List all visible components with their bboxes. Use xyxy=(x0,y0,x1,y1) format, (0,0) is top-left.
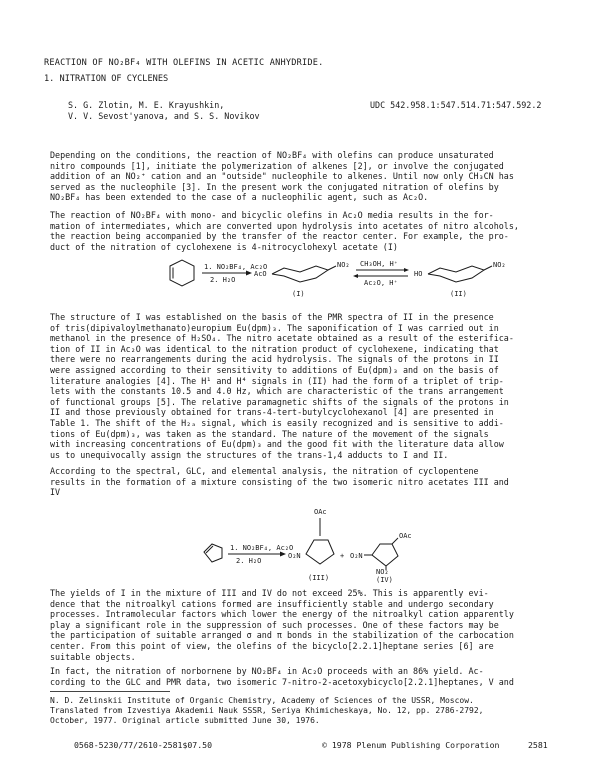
reaction-scheme-1 xyxy=(160,256,560,304)
footnote xyxy=(50,696,560,726)
text-line: In fact, the nitration of norbornene by NO₂BF₄ in Ac₂O proceeds with an 86% yield. Ac- xyxy=(50,666,484,676)
label-II: (II) xyxy=(450,290,467,298)
reaction-scheme-2 xyxy=(200,500,560,584)
text-line: were assigned according to their sensitivity to additions of Eu(dpm)₃ and on the basis of xyxy=(50,364,499,375)
text-line: mation of intermediates, which are converted upon hydrolysis into acetates of nitro alcohols, xyxy=(50,220,519,231)
text-line: The reaction of NO₂BF₄ with mono- and bicyclic olefins in Ac₂O media results in the for- xyxy=(50,210,494,220)
substituent-bond xyxy=(484,266,492,270)
text-line: the participation of suitable arranged σ and π bonds in the stabilization of the carbocation xyxy=(50,630,514,641)
text-line: The yields of I in the mixture of III and IV do not exceed 25%. This is apparently evi- xyxy=(50,588,489,598)
text-line: addition of an NO₂⁺ cation and an "outside" nucleophile to alkenes. Until now only CH₃CN has xyxy=(50,171,514,182)
substituent-bond xyxy=(392,538,398,544)
label-III: (III) xyxy=(308,574,330,582)
reverse-arrow-head xyxy=(353,274,358,278)
plus-sign: + xyxy=(340,552,345,560)
chair-ring-I xyxy=(272,266,328,282)
text-line: of functional groups [5]. The relative paramagnetic shifts of the signals of the protons in xyxy=(50,396,509,407)
paragraph-yields xyxy=(50,588,560,662)
text-line: processes. Intramolecular factors which lower the energy of the nitroalkyl cation apparently xyxy=(50,609,514,620)
text-line: with increasing concentrations of Eu(dpm)₃ and the good fit with the literature data allow xyxy=(50,439,504,450)
author-list xyxy=(68,100,368,121)
text-line: the reaction being accompanied by the transfer of the reactor center. For example, the pro- xyxy=(50,231,509,242)
substituent-bond xyxy=(328,266,336,270)
reagent-bottom: 2. H₂O xyxy=(210,276,236,284)
text-line: tions of Eu(dpm)₃, was taken as the standard. The nature of the movement of the signals xyxy=(50,428,489,439)
text-line: lets with the constants 10.5 and 4.0 Hz, which are characteristic of the trans arrangement xyxy=(50,386,504,397)
nitro-group-bottom: NO₂ xyxy=(376,568,389,576)
reagent-top: 1. NO₂BF₄, Ac₂O xyxy=(204,263,268,271)
paragraph-structure xyxy=(50,312,560,460)
footnote-divider xyxy=(50,691,170,692)
reagent-bottom: 2. H₂O xyxy=(236,557,262,565)
text-line: tion of II in Ac₂O was identical to the nitration product of cyclohexene, indicating that xyxy=(50,343,499,354)
text-line: nitro compounds [1], initiate the polymerization of alkenes [2], or involve the conjugated xyxy=(50,160,504,171)
footnote-line: October, 1977. Original article submitted June 30, 1976. xyxy=(50,716,320,725)
text-line: Depending on the conditions, the reaction of NO₂BF₄ with olefins can produce unsaturated xyxy=(50,150,494,160)
text-line: methanol in the presence of H₂SO₄. The nitro acetate obtained as a result of the esterifica- xyxy=(50,333,514,344)
cyclopentane-ring-III xyxy=(306,540,334,564)
arrow-label-top: CH₃OH, H⁺ xyxy=(360,260,398,268)
cyclopentane-ring-IV xyxy=(372,544,398,566)
reagent-top: 1. NO₂BF₄, Ac₂O xyxy=(230,544,294,552)
article-title: REACTION OF NO₂BF₄ WITH OLEFINS IN ACETIC ANHYDRIDE. xyxy=(44,58,324,68)
acetoxy-group: AcO xyxy=(254,270,267,278)
text-line: us to unequivocally assign the structures of the trans-1,4 adducts to I and II. xyxy=(50,449,449,460)
acetoxy-group-right: OAc xyxy=(399,532,412,540)
text-line: IV xyxy=(50,487,61,498)
footnote-line: Translated from Izvestiya Akademii Nauk SSSR, Seriya Khimicheskaya, No. 12, pp. 2786-2792, xyxy=(50,706,484,715)
nitro-group: O₂N xyxy=(288,552,301,560)
paragraph-norbornene xyxy=(50,666,560,687)
acetoxy-group-top: OAc xyxy=(314,508,327,516)
cyclohexene-ring xyxy=(170,260,194,286)
arrow-head xyxy=(280,552,286,557)
scheme-2-drawing xyxy=(200,500,560,584)
forward-arrow-head xyxy=(404,268,409,272)
arrow-label-bottom: Ac₂O, H⁺ xyxy=(364,279,398,287)
nitro-group: NO₂ xyxy=(493,261,506,269)
author-line-2: V. V. Sevost'yanova, and S. S. Novikov xyxy=(68,110,260,121)
paragraph-cyclopentene xyxy=(50,466,560,498)
text-line: there were no rearrangements during the acid hydrolysis. The signals of the protons in II xyxy=(50,354,499,365)
copyright-notice: © 1978 Plenum Publishing Corporation xyxy=(322,740,500,750)
text-line: cording to the GLC and PMR data, two isomeric 7-nitro-2-acetoxybicyclo[2.2.1]heptanes, V and xyxy=(50,676,514,687)
text-line: Table 1. The shift of the H₂ₐ signal, which is easily recognized and is sensitive to addi- xyxy=(50,417,504,428)
text-line: II and those previously obtained for trans-4-tert-butylcyclohexanol [4] are presented in xyxy=(50,407,494,418)
hydroxy-group: HO xyxy=(414,270,423,278)
nitro-group: NO₂ xyxy=(337,261,350,269)
text-line: results in the formation of a mixture consisting of the two isomeric nitro acetates III and xyxy=(50,476,509,487)
label-IV: (IV) xyxy=(376,576,393,584)
label-I: (I) xyxy=(292,290,305,298)
text-line: center. From this point of view, the olefins of the bicyclo[2.2.1]heptane series [6] are xyxy=(50,640,494,651)
text-line: of tris(dipivaloylmethanato)europium Eu(dpm)₃. The saponification of I was carried out in xyxy=(50,322,499,333)
chair-ring-II xyxy=(428,266,484,282)
scheme-1-drawing xyxy=(160,256,560,304)
text-line: literature analogies [4]. The H¹ and H⁴ signals in (II) had the form of a triplet of trip- xyxy=(50,375,504,386)
text-line: play a significant role in the suppression of such processes. One of these factors may be xyxy=(50,619,499,630)
text-line: According to the spectral, GLC, and elemental analysis, the nitration of cyclopentene xyxy=(50,466,479,476)
article-code: 0568-5230/77/2610-2581$07.50 xyxy=(74,740,213,750)
paragraph-reaction xyxy=(50,210,560,252)
udc-code: UDC 542.958.1:547.514.71:547.592.2 xyxy=(370,100,542,110)
text-line: NO₂BF₄ has been extended to the case of a nucleophilic agent, such as Ac₂O. xyxy=(50,192,429,203)
paragraph-intro xyxy=(50,150,560,203)
article-subtitle: 1. NITRATION OF CYCLENES xyxy=(44,74,169,84)
arrow-head xyxy=(246,271,252,276)
nitro-group: O₂N xyxy=(350,552,363,560)
text-line: The structure of I was established on the basis of the PMR spectra of II in the presence xyxy=(50,312,494,322)
footnote-line: N. D. Zelinskii Institute of Organic Chemistry, Academy of Sciences of the USSR, Moscow. xyxy=(50,696,474,705)
text-line: duct of the nitration of cyclohexene is 4-nitrocyclohexyl acetate (I) xyxy=(50,241,398,252)
author-line-1: S. G. Zlotin, M. E. Krayushkin, xyxy=(68,100,225,110)
text-line: dence that the nitroalkyl cations formed are insufficiently stable and undergo secondary xyxy=(50,598,494,609)
text-line: suitable objects. xyxy=(50,651,136,662)
text-line: served as the nucleophile [3]. In the present work the conjugated nitration of olefins by xyxy=(50,181,499,192)
page-number: 2581 xyxy=(528,740,548,750)
